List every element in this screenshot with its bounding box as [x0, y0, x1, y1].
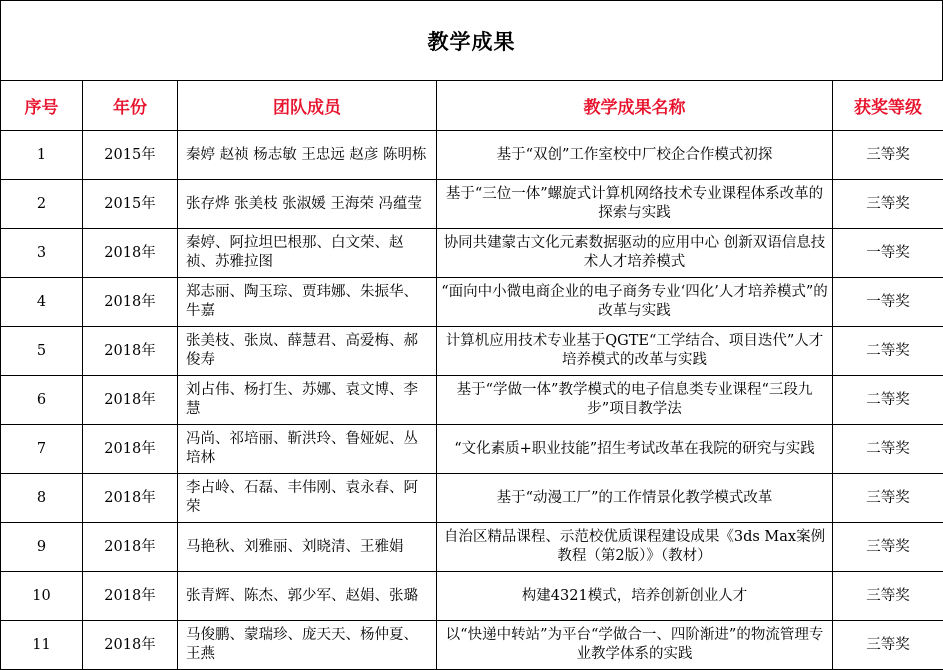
cell-achievement-name: 基于“动漫工厂”的工作情景化教学模式改革	[437, 474, 833, 523]
cell-members: 马俊鹏、蒙瑞珍、庞天天、杨仲夏、王燕	[178, 621, 437, 670]
page-title: 教学成果	[428, 26, 516, 56]
cell-year: 2018年	[83, 229, 178, 278]
cell-award: 一等奖	[833, 278, 943, 327]
cell-award: 一等奖	[833, 229, 943, 278]
cell-award: 三等奖	[833, 180, 943, 229]
cell-year: 2015年	[83, 131, 178, 180]
table-row	[1, 131, 943, 180]
table-row	[1, 523, 943, 572]
header-no: 序号	[1, 81, 83, 131]
cell-achievement-name: 基于“三位一体”螺旋式计算机网络技术专业课程体系改革的探索与实践	[437, 180, 833, 229]
cell-members: 李占岭、石磊、丰伟刚、袁永春、阿荣	[178, 474, 437, 523]
cell-members: 张存烨 张美枝 张淑媛 王海荣 冯蕴莹	[178, 180, 437, 229]
cell-achievement-name: 计算机应用技术专业基于QGTE“工学结合、项目迭代”人才培养模式的改革与实践	[437, 327, 833, 376]
cell-no: 3	[1, 229, 83, 278]
cell-achievement-name: 协同共建蒙古文化元素数据驱动的应用中心 创新双语信息技术人才培养模式	[437, 229, 833, 278]
achievements-table	[0, 80, 943, 670]
header-year: 年份	[83, 81, 178, 131]
cell-achievement-name: 基于“双创”工作室校中厂校企合作模式初探	[437, 131, 833, 180]
cell-no: 8	[1, 474, 83, 523]
cell-award: 三等奖	[833, 131, 943, 180]
cell-year: 2018年	[83, 278, 178, 327]
cell-members: 马艳秋、刘雅丽、刘晓清、王雅娟	[178, 523, 437, 572]
cell-members: 秦婷、阿拉坦巴根那、白文荣、赵祯、苏雅拉图	[178, 229, 437, 278]
cell-no: 1	[1, 131, 83, 180]
cell-no: 7	[1, 425, 83, 474]
cell-members: 张美枝、张岚、薛慧君、高爱梅、郝俊寿	[178, 327, 437, 376]
table-row	[1, 278, 943, 327]
cell-achievement-name: “面向中小微电商企业的电子商务专业‘四化’人才培养模式”的改革与实践	[437, 278, 833, 327]
header-award: 获奖等级	[833, 81, 943, 131]
cell-award: 三等奖	[833, 474, 943, 523]
cell-achievement-name: 基于“学做一体”教学模式的电子信息类专业课程“三段九步”项目教学法	[437, 376, 833, 425]
header-name: 教学成果名称	[437, 81, 833, 131]
cell-members: 刘占伟、杨打生、苏娜、袁文博、李慧	[178, 376, 437, 425]
table-row	[1, 425, 943, 474]
cell-year: 2018年	[83, 474, 178, 523]
cell-award: 二等奖	[833, 425, 943, 474]
cell-members: 冯尚、祁培丽、靳洪玲、鲁娅妮、丛培林	[178, 425, 437, 474]
cell-award: 二等奖	[833, 327, 943, 376]
cell-no: 6	[1, 376, 83, 425]
header-members: 团队成员	[178, 81, 437, 131]
table-row	[1, 327, 943, 376]
table-row	[1, 229, 943, 278]
cell-members: 秦婷 赵祯 杨志敏 王忠远 赵彦 陈明栋	[178, 131, 437, 180]
cell-members: 张青辉、陈杰、郭少军、赵娟、张璐	[178, 572, 437, 621]
cell-year: 2018年	[83, 523, 178, 572]
cell-no: 9	[1, 523, 83, 572]
cell-award: 三等奖	[833, 621, 943, 670]
cell-no: 5	[1, 327, 83, 376]
title-box	[0, 0, 943, 80]
table-row	[1, 474, 943, 523]
cell-award: 二等奖	[833, 376, 943, 425]
cell-no: 10	[1, 572, 83, 621]
header-row	[1, 81, 943, 131]
cell-no: 11	[1, 621, 83, 670]
table-row	[1, 376, 943, 425]
cell-award: 三等奖	[833, 572, 943, 621]
cell-achievement-name: 构建4321模式，培养创新创业人才	[437, 572, 833, 621]
cell-year: 2018年	[83, 572, 178, 621]
cell-achievement-name: 以“快递中转站”为平台“学做合一、四阶渐进”的物流管理专业教学体系的实践	[437, 621, 833, 670]
cell-achievement-name: 自治区精品课程、示范校优质课程建设成果《3ds Max案例教程（第2版）》（教材）	[437, 523, 833, 572]
cell-year: 2018年	[83, 621, 178, 670]
table-row	[1, 180, 943, 229]
table-row	[1, 572, 943, 621]
table-row	[1, 621, 943, 670]
cell-year: 2015年	[83, 180, 178, 229]
cell-no: 4	[1, 278, 83, 327]
cell-year: 2018年	[83, 327, 178, 376]
cell-no: 2	[1, 180, 83, 229]
cell-achievement-name: “文化素质+职业技能”招生考试改革在我院的研究与实践	[437, 425, 833, 474]
cell-award: 三等奖	[833, 523, 943, 572]
cell-year: 2018年	[83, 376, 178, 425]
cell-year: 2018年	[83, 425, 178, 474]
cell-members: 郑志丽、陶玉琮、贾玮娜、朱振华、牛嘉	[178, 278, 437, 327]
